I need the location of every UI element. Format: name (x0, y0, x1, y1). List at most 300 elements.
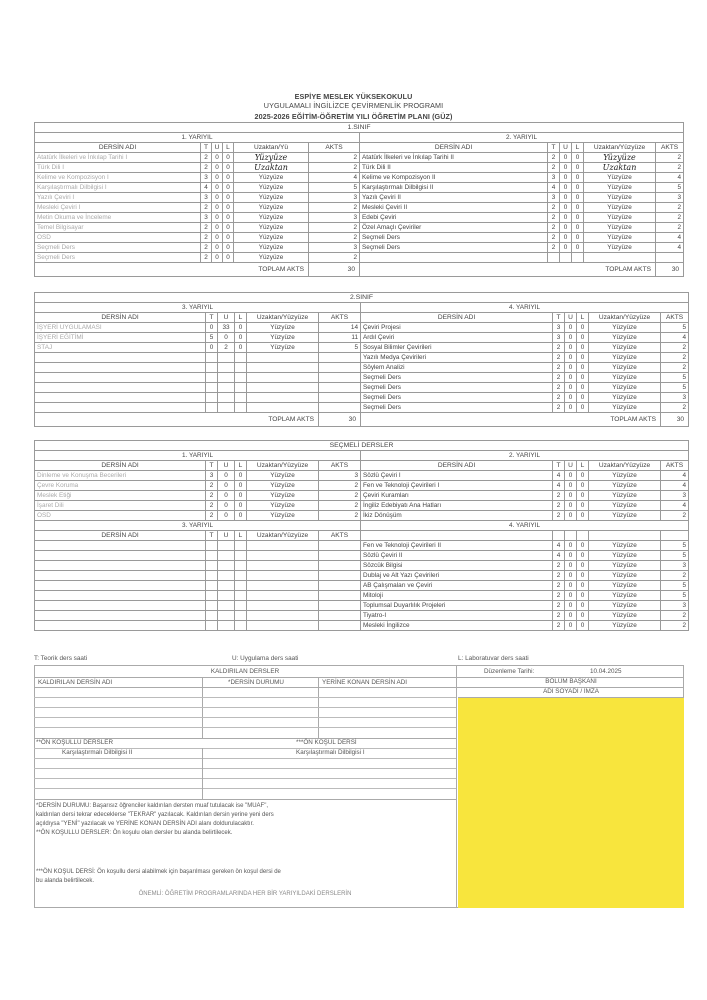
empty-cell (35, 611, 206, 621)
course-t: 3 (548, 193, 560, 203)
course-t: 3 (201, 213, 212, 223)
signature-redaction-highlight (458, 698, 684, 908)
course-u: 0 (212, 203, 223, 213)
col-name: DERSİN ADI (360, 143, 548, 153)
col-l: L (235, 461, 247, 471)
col-u: U (565, 313, 577, 323)
col-u: U (560, 143, 572, 153)
course-name (360, 253, 548, 263)
empty-cell (235, 621, 247, 631)
course-mode: Yüzyüze (584, 243, 656, 253)
course-name: Mesleki Çeviri I (35, 203, 201, 213)
course-mode: Yüzyüze (589, 343, 661, 353)
course-l: 0 (577, 373, 589, 383)
empty-cell (206, 601, 218, 611)
y2-title: 2. YARIYIL (360, 133, 684, 143)
course-t: 3 (201, 193, 212, 203)
course-l: 0 (572, 163, 584, 173)
course-name: Tiyatro-I (361, 611, 553, 621)
course-u: 0 (565, 611, 577, 621)
col-mode: Uzaktan/Yüzyüze (589, 313, 661, 323)
course-u (560, 253, 572, 263)
course-l: 0 (235, 491, 247, 501)
course-t: 2 (206, 501, 218, 511)
col-t: T (553, 461, 565, 471)
course-name: Dinleme ve Konuşma Becerileri (35, 471, 206, 481)
course-akts: 2 (309, 153, 360, 163)
empty-cell (247, 541, 319, 551)
course-l: 0 (572, 183, 584, 193)
course-name: İşaret Dili (35, 501, 206, 511)
empty-cell (235, 581, 247, 591)
prereq-courses-value: Karşılaştırmalı Dilbilgisi II (62, 749, 133, 756)
course-t: 4 (553, 481, 565, 491)
course-name: Sosyal Bilimler Çevirileri (361, 343, 553, 353)
table-row (35, 253, 684, 263)
course-u: 0 (565, 601, 577, 611)
name-signature: ADI SOYADI / İMZA (543, 688, 599, 695)
table-row (35, 601, 689, 611)
course-l: 0 (223, 183, 234, 193)
course-l: 0 (577, 353, 589, 363)
course-name: Atatürk İlkeleri ve İnkılap Tarihi I (35, 153, 201, 163)
course-u: 0 (212, 173, 223, 183)
course-name: Mesleki İngilizce (361, 621, 553, 631)
course-l (572, 253, 584, 263)
course-akts: 5 (661, 383, 689, 393)
course-t: 2 (553, 393, 565, 403)
course-u: 0 (218, 481, 235, 491)
course-akts: 5 (661, 323, 689, 333)
course-mode: Yüzyüze (589, 393, 661, 403)
course-u: 0 (565, 591, 577, 601)
course-akts: 5 (319, 343, 361, 353)
empty-cell (35, 591, 206, 601)
col-name: DERSİN ADI (35, 313, 206, 323)
empty-cell (206, 591, 218, 601)
table-row (35, 591, 689, 601)
course-mode: Yüzyüze (247, 481, 319, 491)
course-t (206, 373, 218, 383)
col-mode: Uzaktan/Yüzyüze (584, 143, 656, 153)
note-important: ÖNEMLİ: ÖĞRETİM PROGRAMLARINDA HER BİR YARIYILDAKİ DERSLERİN (138, 891, 352, 897)
el-y4-title: 4. YARIYIL (361, 521, 689, 531)
course-akts (319, 403, 361, 413)
table-row (35, 243, 684, 253)
removed-title: KALDIRILAN DERSLER (210, 668, 280, 675)
empty-cell (206, 551, 218, 561)
course-mode: Yüzyüze (589, 481, 661, 491)
course-akts: 3 (661, 601, 689, 611)
course-mode: Yüzyüze (589, 541, 661, 551)
empty-cell (206, 621, 218, 631)
class2-title: 2.SINIF (35, 293, 689, 303)
empty-cell (319, 591, 361, 601)
course-u: 0 (565, 571, 577, 581)
course-t: 2 (553, 561, 565, 571)
course-akts: 3 (319, 471, 361, 481)
legend-u: U: Uygulama ders saati (232, 655, 299, 662)
course-u: 0 (565, 373, 577, 383)
course-u: 0 (565, 353, 577, 363)
empty-cell (35, 621, 206, 631)
course-mode: Yüzyüze (247, 323, 319, 333)
course-name: Seçmeli Ders (361, 383, 553, 393)
course-mode: Yüzyüze (589, 501, 661, 511)
col-akts: AKTS (319, 461, 361, 471)
course-t: 2 (548, 233, 560, 243)
removed-col-replacement: YERİNE KONAN DERSİN ADI (322, 679, 408, 686)
table-row (35, 471, 689, 481)
course-akts (319, 373, 361, 383)
course-u (218, 383, 235, 393)
course-akts: 4 (656, 173, 684, 183)
course-mode: Yüzyüze (584, 153, 656, 163)
course-akts (319, 393, 361, 403)
course-akts: 2 (661, 353, 689, 363)
course-t: 2 (553, 611, 565, 621)
course-u: 0 (565, 491, 577, 501)
course-mode (247, 353, 319, 363)
course-akts: 2 (309, 203, 360, 213)
col-akts: AKTS (309, 143, 360, 153)
course-name: Ardıl Çeviri (361, 333, 553, 343)
course-mode: Yüzyüze (247, 491, 319, 501)
empty-cell (319, 561, 361, 571)
total-value: 30 (656, 263, 684, 277)
course-t: 0 (206, 343, 218, 353)
course-l: 0 (572, 213, 584, 223)
date-value: 10.04.2025 (590, 668, 622, 675)
course-mode: Yüzyüze (584, 213, 656, 223)
course-t: 2 (553, 571, 565, 581)
course-l: 0 (577, 363, 589, 373)
course-name (35, 373, 206, 383)
empty-cell (319, 571, 361, 581)
y4-title: 4. YARIYIL (361, 303, 689, 313)
course-l: 0 (577, 491, 589, 501)
empty-cell (319, 551, 361, 561)
empty-cell (218, 601, 235, 611)
course-u: 0 (560, 233, 572, 243)
empty-cell (319, 621, 361, 631)
course-t: 2 (548, 163, 560, 173)
course-t: 2 (553, 353, 565, 363)
course-akts: 5 (661, 373, 689, 383)
course-t (206, 403, 218, 413)
course-u: 0 (565, 581, 577, 591)
course-t: 2 (553, 491, 565, 501)
course-l: 0 (223, 163, 234, 173)
course-u: 0 (560, 193, 572, 203)
course-l: 0 (577, 611, 589, 621)
course-akts: 5 (661, 581, 689, 591)
col-l: L (235, 313, 247, 323)
course-akts: 3 (661, 393, 689, 403)
course-l: 0 (223, 233, 234, 243)
empty-cell (206, 581, 218, 591)
course-t: 0 (206, 323, 218, 333)
course-name: Türk Dili II (360, 163, 548, 173)
course-akts: 2 (319, 491, 361, 501)
course-mode: Yüzyüze (589, 581, 661, 591)
prereq-course-label: ***ÖN KOŞUL DERSİ (296, 739, 357, 746)
total-value: 30 (661, 413, 689, 427)
empty-cell (218, 621, 235, 631)
col-akts: AKTS (656, 143, 684, 153)
course-mode: Yüzyüze (234, 203, 309, 213)
course-akts (319, 353, 361, 363)
col-mode: Uzaktan/Yüzyüze (247, 531, 319, 541)
course-mode: Yüzyüze (589, 611, 661, 621)
course-u: 0 (565, 383, 577, 393)
class1-title: 1.SINIF (35, 123, 684, 133)
course-name: OSD (35, 233, 201, 243)
col-mode: Uzaktan/Yüzyüze (247, 313, 319, 323)
empty-cell (247, 601, 319, 611)
course-mode: Uzaktan (584, 163, 656, 173)
course-t: 3 (553, 333, 565, 343)
course-akts: 2 (309, 223, 360, 233)
course-l: 0 (577, 481, 589, 491)
course-l: 0 (577, 393, 589, 403)
empty-cell (235, 551, 247, 561)
course-akts: 4 (661, 471, 689, 481)
school-name: ESPİYE MESLEK YÜKSEKOKULU (294, 92, 413, 101)
table-row (35, 373, 689, 383)
course-l: 0 (572, 243, 584, 253)
course-mode: Yüzyüze (589, 471, 661, 481)
course-u: 0 (560, 243, 572, 253)
course-name: Sözlü Çeviri I (361, 471, 553, 481)
course-mode: Yüzyüze (247, 343, 319, 353)
course-akts: 2 (661, 403, 689, 413)
course-l: 0 (235, 343, 247, 353)
course-t: 2 (553, 501, 565, 511)
removed-col-name: KALDIRILAN DERSİN ADI (38, 679, 113, 686)
empty-cell (35, 561, 206, 571)
course-mode: Yüzyüze (234, 213, 309, 223)
empty-cell (319, 541, 361, 551)
empty-cell (35, 551, 206, 561)
course-u: 0 (560, 223, 572, 233)
table-row (35, 363, 689, 373)
course-mode: Yüzyüze (589, 511, 661, 521)
empty-cell (218, 551, 235, 561)
col-t: T (548, 143, 560, 153)
note-prereq: ***ÖN KOŞUL DERSİ: Ön koşullu dersi alabilmek için başarılması gereken ön koşul dersi de bu alanda belirtilecek. (36, 869, 281, 884)
course-mode: Yüzyüze (589, 383, 661, 393)
empty-cell (35, 601, 206, 611)
course-l: 0 (235, 471, 247, 481)
table-row (35, 193, 684, 203)
course-t: 2 (553, 343, 565, 353)
table-row (35, 611, 689, 621)
course-akts: 2 (319, 501, 361, 511)
course-name (35, 393, 206, 403)
course-akts: 2 (661, 571, 689, 581)
course-name (35, 403, 206, 413)
course-name: Özel Amaçlı Çeviriler (360, 223, 548, 233)
course-name: İŞYERİ UYGULAMASI (35, 323, 206, 333)
el-y3-title: 3. YARIYIL (35, 521, 361, 531)
course-mode: Yüzyüze (584, 193, 656, 203)
course-u: 0 (565, 481, 577, 491)
note-status: *DERSİN DURUMU: Başarısız öğrenciler kaldırılan dersten muaf tutulacak ise "MUAF", kaldırılan dersi tekrar edeceklerse "TEKRAR" yazılacak. Kaldırılan dersin yerine yeni ders açıldıysa "YENİ" yazılacak ve YERİNE KONAN DERSİN ADI alanı doldurulacaktır. **ÖN KOŞULLU DERSLER: Ön koşulu olan dersler bu alanda belirtilecek. (36, 803, 274, 836)
total-value: 30 (319, 413, 361, 427)
course-akts (319, 383, 361, 393)
empty-cell (35, 541, 206, 551)
empty-cell (218, 571, 235, 581)
table-row (35, 323, 689, 333)
course-akts: 5 (661, 541, 689, 551)
course-u: 0 (212, 163, 223, 173)
table-row (35, 621, 689, 631)
col-akts: AKTS (319, 313, 361, 323)
empty-cell (247, 621, 319, 631)
course-l: 0 (235, 511, 247, 521)
course-name: Meslek Etiği (35, 491, 206, 501)
course-t: 2 (553, 591, 565, 601)
course-mode: Yüzyüze (589, 373, 661, 383)
course-u: 2 (218, 343, 235, 353)
course-akts: 3 (309, 193, 360, 203)
course-akts: 5 (656, 183, 684, 193)
course-t: 2 (553, 383, 565, 393)
course-name: Seçmeli Ders (360, 243, 548, 253)
course-name: Seçmeli Ders (35, 253, 201, 263)
course-name: Kelime ve Kompozisyon II (360, 173, 548, 183)
table-row (35, 153, 684, 163)
empty-cell (218, 541, 235, 551)
course-akts: 5 (661, 551, 689, 561)
table-row (35, 551, 689, 561)
course-t: 4 (201, 183, 212, 193)
course-mode: Yüzyüze (589, 601, 661, 611)
course-t: 2 (553, 511, 565, 521)
course-mode: Yüzyüze (247, 501, 319, 511)
table-row (35, 491, 689, 501)
empty-cell (247, 551, 319, 561)
course-t: 2 (548, 153, 560, 163)
course-name: Türk Dili I (35, 163, 201, 173)
course-u: 0 (212, 253, 223, 263)
course-u: 0 (565, 621, 577, 631)
course-l: 0 (577, 621, 589, 631)
course-akts: 3 (309, 243, 360, 253)
empty-cell (247, 611, 319, 621)
course-t (206, 393, 218, 403)
course-mode (247, 393, 319, 403)
course-name: Seçmeli Ders (35, 243, 201, 253)
empty-cell (319, 581, 361, 591)
course-u: 0 (560, 213, 572, 223)
course-t: 4 (553, 551, 565, 561)
course-l (235, 363, 247, 373)
course-u: 0 (212, 153, 223, 163)
course-mode: Yüzyüze (247, 511, 319, 521)
course-t: 2 (201, 203, 212, 213)
course-name: Metin Okuma ve İnceleme (35, 213, 201, 223)
class2-table (34, 292, 689, 427)
course-u: 0 (565, 333, 577, 343)
course-name: Temel Bilgisayar (35, 223, 201, 233)
y1-title: 1. YARIYIL (35, 133, 360, 143)
course-u (218, 363, 235, 373)
course-l: 0 (577, 323, 589, 333)
course-akts: 3 (309, 213, 360, 223)
col-name: DERSİN ADI (361, 461, 553, 471)
removed-col-status: *DERSİN DURUMU (228, 679, 284, 686)
course-t: 4 (553, 471, 565, 481)
course-mode: Yüzyüze (234, 223, 309, 233)
el-y1-title: 1. YARIYIL (35, 451, 361, 461)
course-akts: 2 (661, 511, 689, 521)
course-t: 2 (548, 243, 560, 253)
course-l: 0 (235, 333, 247, 343)
course-mode (584, 253, 656, 263)
course-name: İngiliz Edebiyatı Ana Hatları (361, 501, 553, 511)
course-mode: Yüzyüze (584, 223, 656, 233)
course-akts: 2 (661, 363, 689, 373)
course-t: 2 (201, 223, 212, 233)
course-l: 0 (572, 233, 584, 243)
course-u: 0 (560, 183, 572, 193)
col-u: U (212, 143, 223, 153)
course-u: 0 (218, 333, 235, 343)
table-row (35, 343, 689, 353)
course-l: 0 (577, 501, 589, 511)
table-row (35, 333, 689, 343)
course-akts: 2 (319, 511, 361, 521)
course-name: Seçmeli Ders (360, 233, 548, 243)
course-mode: Yüzyüze (234, 193, 309, 203)
table-row (35, 213, 684, 223)
empty-cell (235, 561, 247, 571)
col-l: L (235, 531, 247, 541)
course-akts: 4 (309, 173, 360, 183)
course-mode (247, 373, 319, 383)
course-akts: 2 (309, 253, 360, 263)
table-row (35, 481, 689, 491)
course-akts: 11 (319, 333, 361, 343)
course-t: 4 (548, 183, 560, 193)
course-akts: 4 (661, 501, 689, 511)
course-akts: 5 (309, 183, 360, 193)
course-t: 2 (553, 363, 565, 373)
table-row (35, 541, 689, 551)
course-akts: 2 (319, 481, 361, 491)
course-akts: 3 (656, 193, 684, 203)
empty-cell (206, 561, 218, 571)
course-mode: Yüzyüze (589, 591, 661, 601)
table-row (35, 233, 684, 243)
course-u: 0 (560, 203, 572, 213)
course-t (206, 383, 218, 393)
course-mode: Yüzyüze (589, 571, 661, 581)
course-l: 0 (235, 323, 247, 333)
course-t: 2 (553, 581, 565, 591)
course-akts: 4 (661, 333, 689, 343)
table-row (35, 393, 689, 403)
course-t: 5 (206, 333, 218, 343)
course-mode: Yüzyüze (247, 333, 319, 343)
course-l: 0 (577, 541, 589, 551)
course-mode: Yüzyüze (589, 333, 661, 343)
table-row (35, 501, 689, 511)
total-label: TOPLAM AKTS (35, 413, 319, 427)
course-t: 2 (553, 601, 565, 611)
